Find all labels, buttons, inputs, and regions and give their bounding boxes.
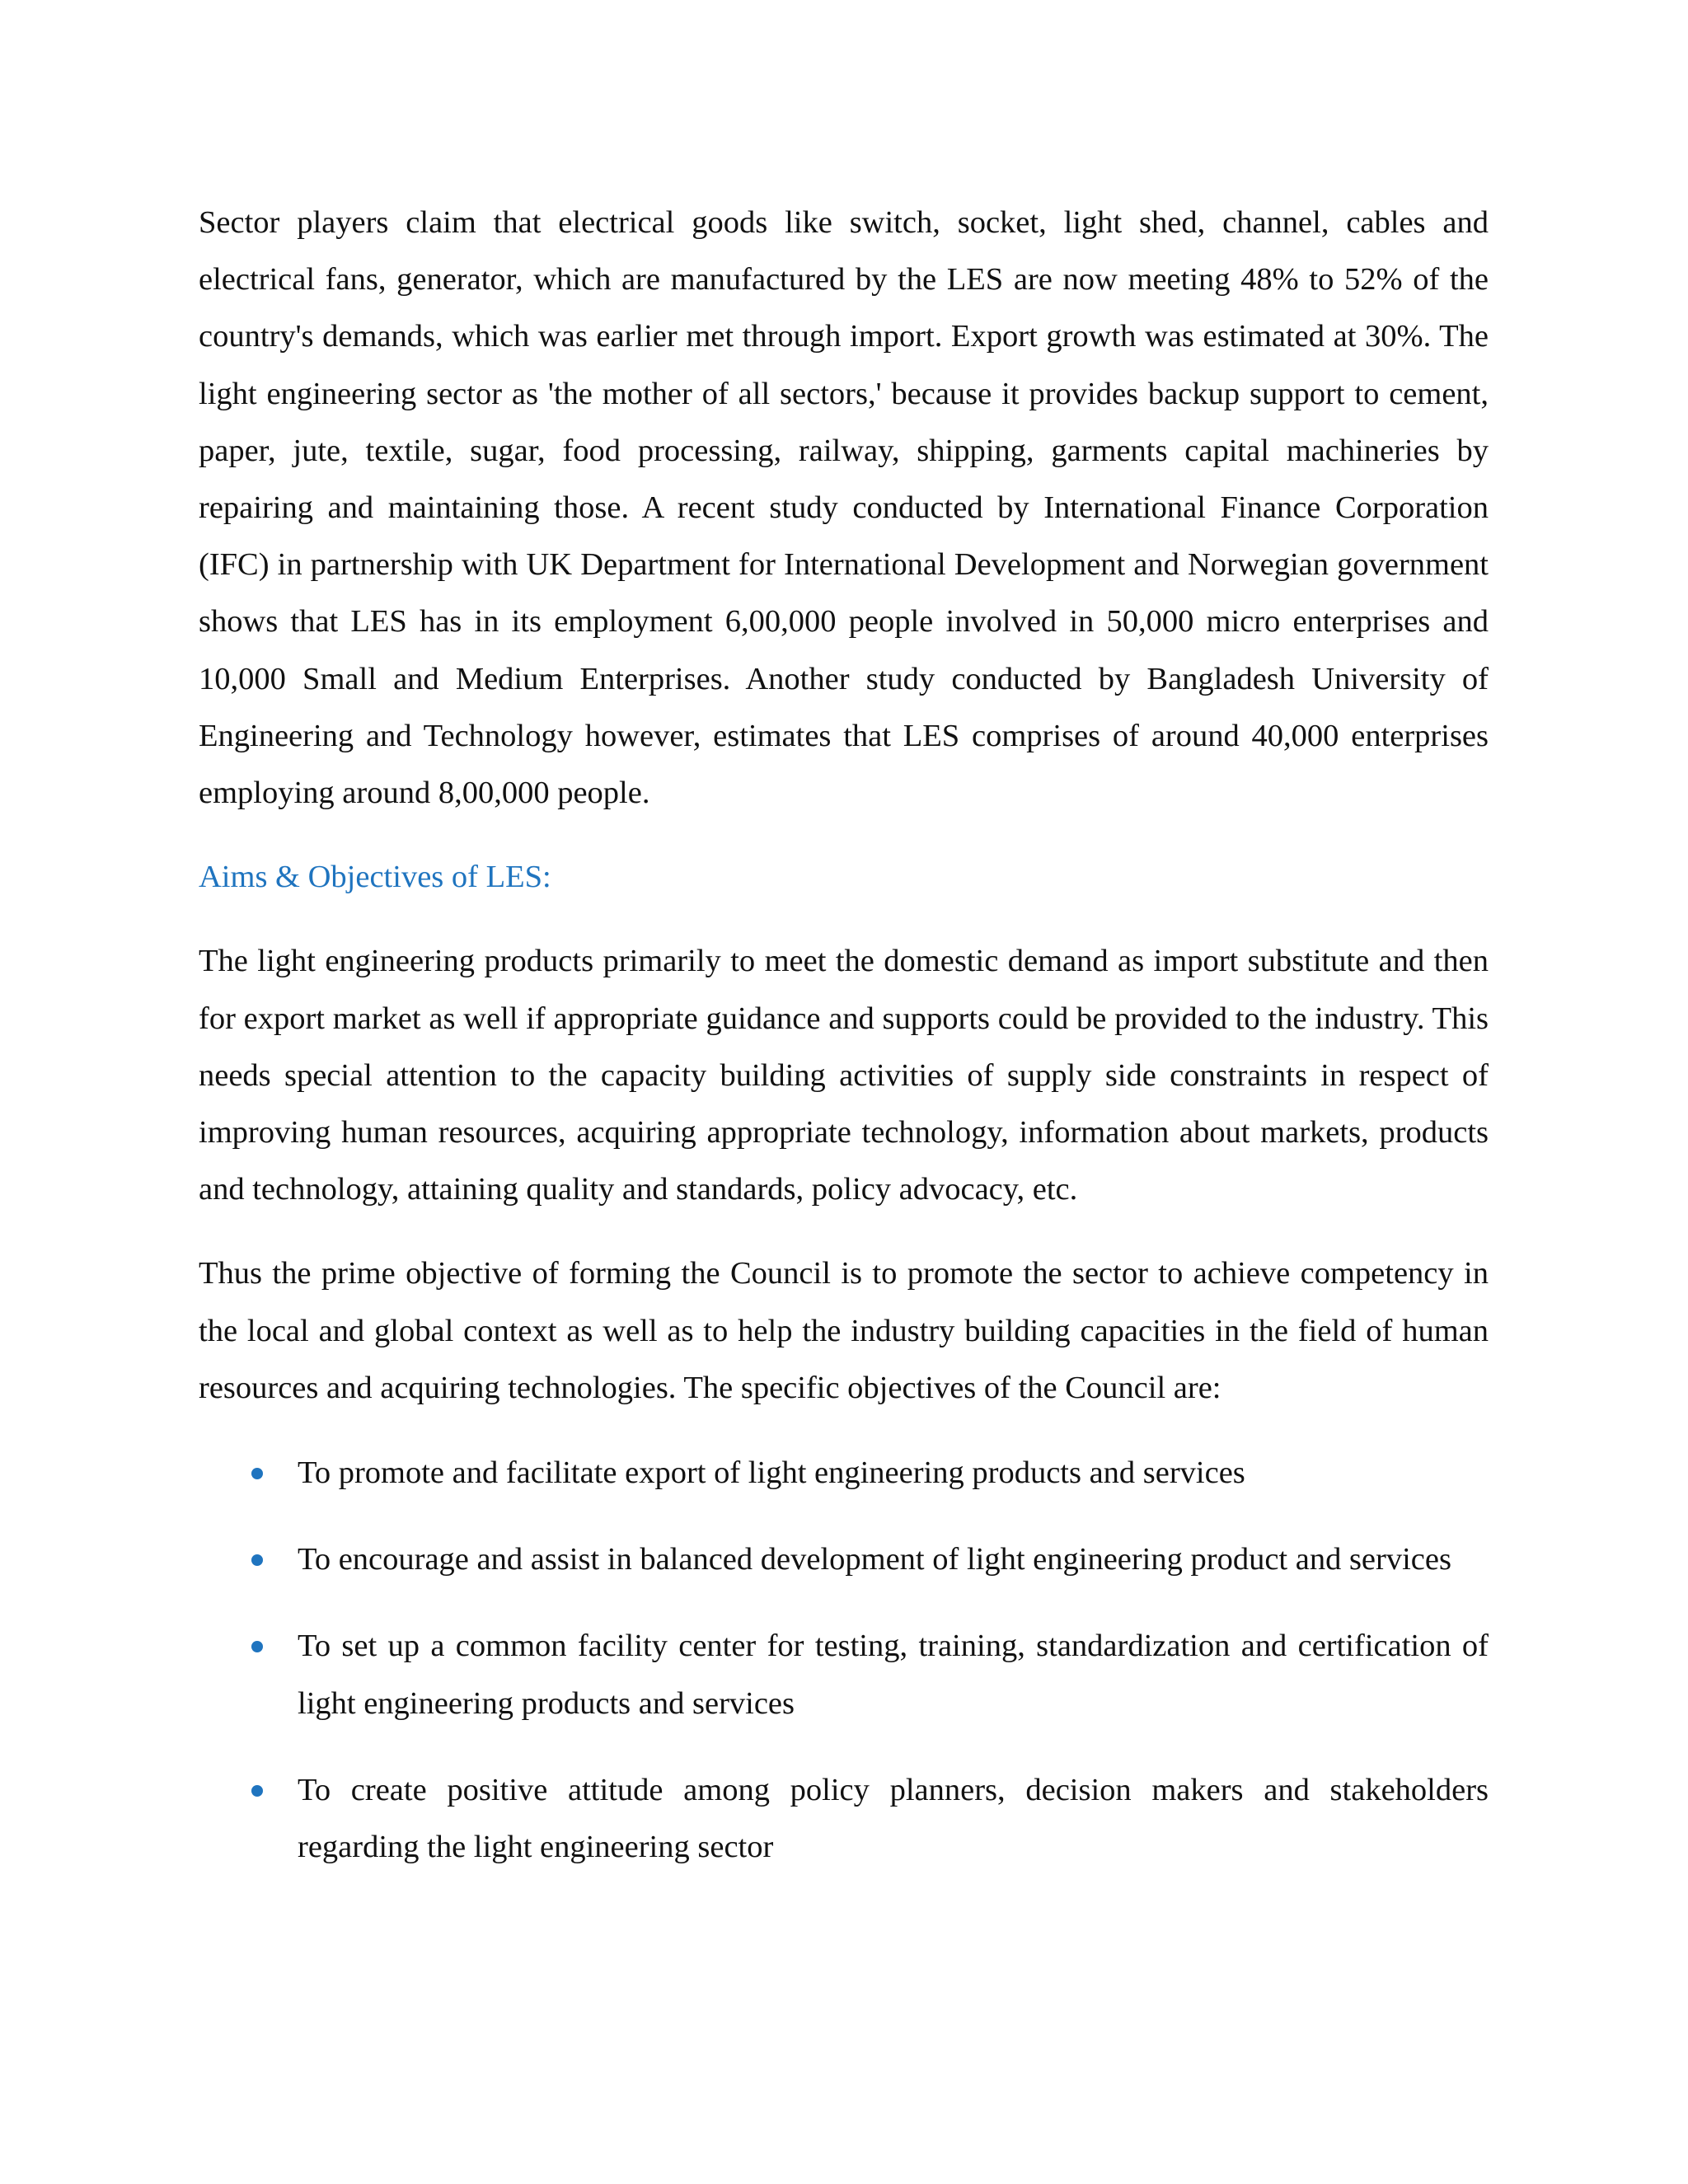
list-item-text: To promote and facilitate export of light engineering products and services [298,1455,1245,1491]
bullet-icon [251,1641,263,1652]
list-item [199,1531,1489,1588]
list-item-text: To create positive attitude among policy planners, decision makers and stakeholders regarding the light engineering sector [298,1772,1489,1865]
paragraph-prime-objective: Thus the prime objective of forming the Council is to promote the sector to achieve competency in the local and global context as well as to help the industry building capacities in the field of human resources and acquiring technologies. The specific objectives of the Council are: [199,1256,1489,1405]
list-item-text: To encourage and assist in balanced development of light engineering product and services [298,1542,1451,1577]
bullet-icon [251,1468,263,1479]
page-content [199,194,1489,1905]
list-item [199,1618,1489,1732]
objectives-list [199,1445,1489,1876]
bullet-icon [251,1554,263,1566]
list-item-text: To set up a common facility center for testing, training, standardization and certification of light engineering products and services [298,1629,1489,1721]
section-heading: Aims & Objectives of LES: [199,860,551,895]
bullet-icon [251,1785,263,1797]
list-item [199,1762,1489,1876]
paragraph-domestic-demand: The light engineering products primarily to meet the domestic demand as import substitute and then for export market as well if appropriate guidance and supports could be provided to the industry. This needs special attention to the capacity building activities of supply side constraints in respect of improving human resources, acquiring appropriate technology, information about markets, products and technology, attaining quality and standards, policy advocacy, etc. [199,944,1489,1207]
paragraph-sector-overview: Sector players claim that electrical goods like switch, socket, light shed, channel, cables and electrical fans, generator, which are manufactured by the LES are now meeting 48% to 52% of the country's demands, which was earlier met through import. Export growth was estimated at 30%. The light engineering sector as 'the mother of all sectors,' because it provides backup support to cement, paper, jute, textile, sugar, food processing, railway, shipping, garments capital machineries by repairing and maintaining those. A recent study conducted by International Finance Corporation (IFC) in partnership with UK Department for International Development and Norwegian government shows that LES has in its employment 6,00,000 people involved in 50,000 micro enterprises and 10,000 Small and Medium Enterprises. Another study conducted by Bangladesh University of Engineering and Technology however, estimates that LES comprises of around 40,000 enterprises employing around 8,00,000 people. [199,205,1489,811]
list-item [199,1445,1489,1502]
